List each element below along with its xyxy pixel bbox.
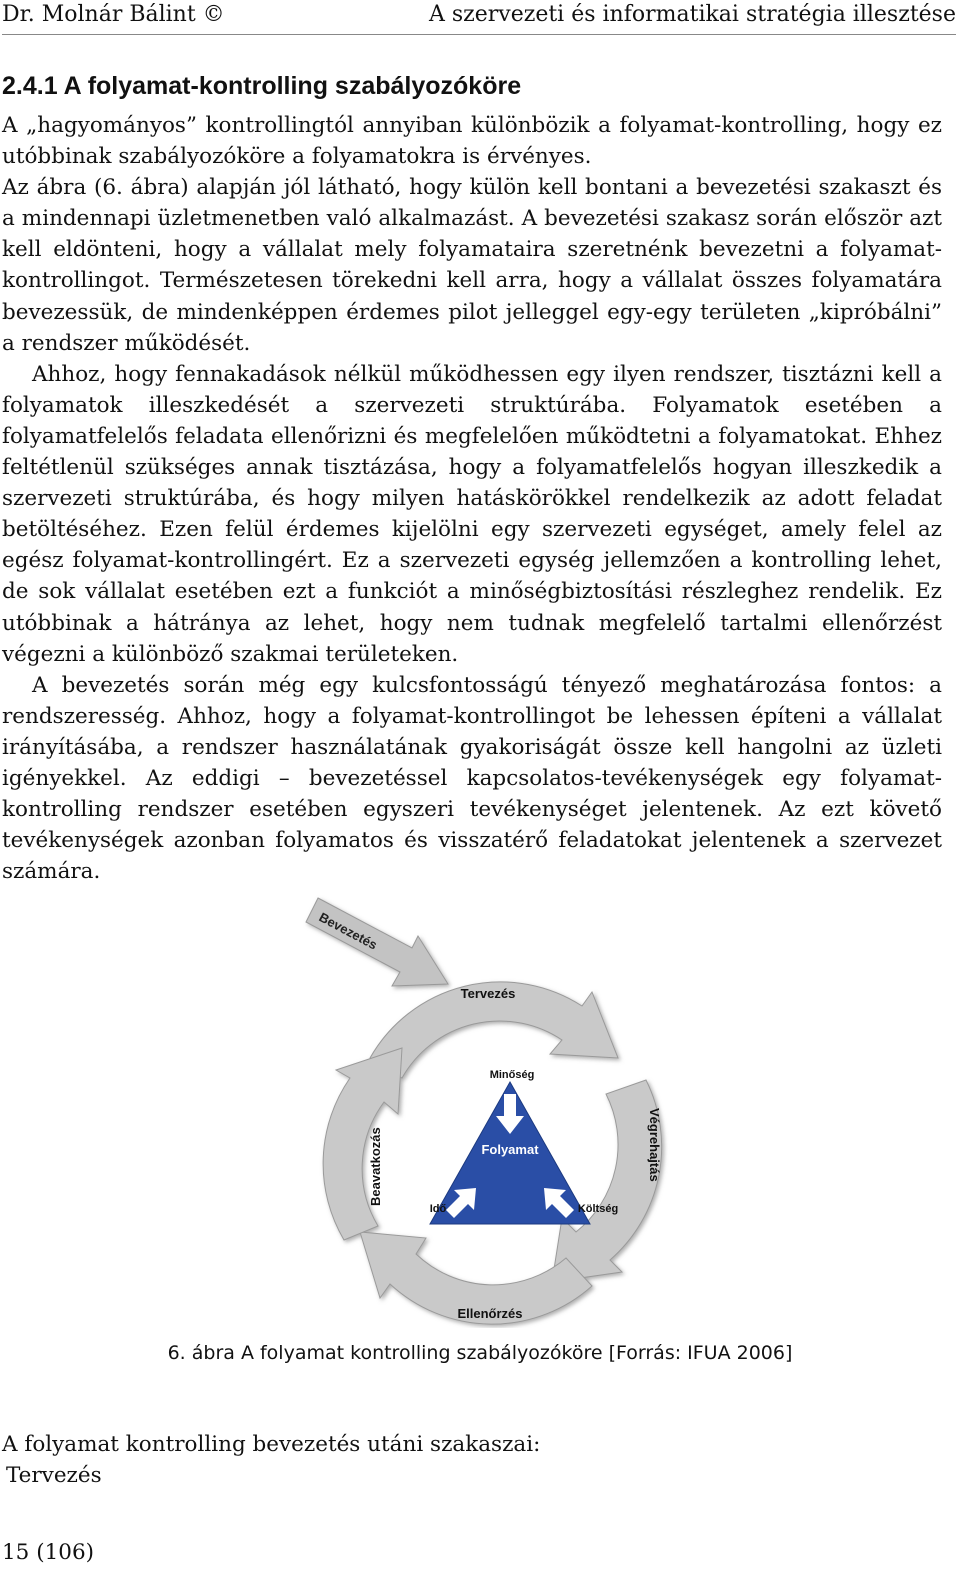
label-ellenorzes: Ellenőrzés: [457, 1306, 523, 1321]
stage-item: Tervezés: [6, 1463, 102, 1488]
body-text: [2, 110, 942, 887]
figure-control-cycle: [300, 888, 680, 1328]
label-tervezes: Tervezés: [460, 986, 516, 1001]
figure-caption: 6. ábra A folyamat kontrolling szabályozóköre [Forrás: IFUA 2006]: [167, 1342, 793, 1364]
label-minoseg: Minőség: [489, 1069, 535, 1081]
stages-intro: A folyamat kontrolling bevezetés utáni szakaszai:: [2, 1432, 541, 1457]
paragraph-3: Ahhoz, hogy fennakadások nélkül működhessen egy ilyen rendszer, tisztázni kell a folyamatok illeszkedését a szervezeti struktúrába. Folyamatok esetében a folyamatfelelős feladata ellenőrizni és megfelelően működtetni a folyamatokat. Ehhez feltétlenül szükséges annak tisztázása, hogy a folyamatfelelős hogyan illeszkedik a szervezeti struktúrába, és hogy milyen hatáskörökkel rendelkezik az adott feladat betöltéséhez. Ezen felül érdemes kijelölni egy szervezeti egységet, amely felel az egész folyamat-kontrollingért. Ez a szervezeti egység jellemzően a kontrolling lehet, de sok vállalat esetében ezt a funkciót a minőségbiztosítási részleghez rendelik. Ez utóbbinak a hátránya az lehet, hogy nem tudnak megfelelő tartalmi ellenőrzést végezni a különböző szakmai területeken.: [2, 361, 942, 667]
paragraph-4: A bevezetés során még egy kulcsfontosságú tényező meghatározása fontos: a rendszeresség. Ahhoz, hogy a folyamat-kontrollingot be lehessen építeni a vállalat irányításába, a rendszer használatának gyakoriságát össze kell hangolni az üzleti igényekkel. Az eddigi – bevezetéssel kapcsolatos-tevékenységek egy folyamat-kontrolling rendszer esetében egyszeri tevékenységet jelentenek. Az ezt követő tevékenységek azonban folyamatos és visszatérő feladatokat jelentenek a szervezet számára.: [2, 672, 942, 885]
header-author: Dr. Molnár Bálint ©: [2, 2, 225, 27]
label-beavatkozas: Beavatkozás: [368, 1127, 383, 1206]
label-koltseg: Költség: [577, 1203, 619, 1215]
section-heading: 2.4.1 A folyamat-kontrolling szabályozóköre: [2, 72, 522, 100]
cycle-arc-right: [552, 1080, 662, 1282]
paragraph-2: Az ábra (6. ábra) alapján jól látható, hogy külön kell bontani a bevezetési szakaszt és a mindennapi üzletmenetben való alkalmazást. A bevezetési szakasz során először azt kell eldönteni, hogy a vállalat mely folyamataira szeretnénk bevezetni a folyamat-kontrollingot. Természetesen törekedni kell arra, hogy a vállalat összes folyamatára bevezessük, de mindenképpen érdemes pilot jelleggel egy-egy területen „kipróbálni” a rendszer működését.: [2, 175, 942, 356]
header-title: A szervezeti és informatikai stratégia illesztése: [428, 2, 956, 27]
cycle-arc-left: [323, 1048, 402, 1240]
label-ido: Idő: [429, 1203, 447, 1215]
header-rule: [2, 34, 956, 35]
label-folyamat: Folyamat: [481, 1142, 539, 1157]
cycle-diagram: [300, 888, 680, 1328]
label-vegrehajtas: Végrehajtás: [647, 1108, 662, 1182]
bevezetes-label: Bevezetés: [316, 909, 380, 953]
paragraph-1: A „hagyományos” kontrollingtól annyiban különbözik a folyamat-kontrolling, hogy ez utóbbinak szabályozóköre a folyamatokra is érvényes.: [2, 113, 942, 170]
page-number: 15 (106): [2, 1540, 95, 1565]
